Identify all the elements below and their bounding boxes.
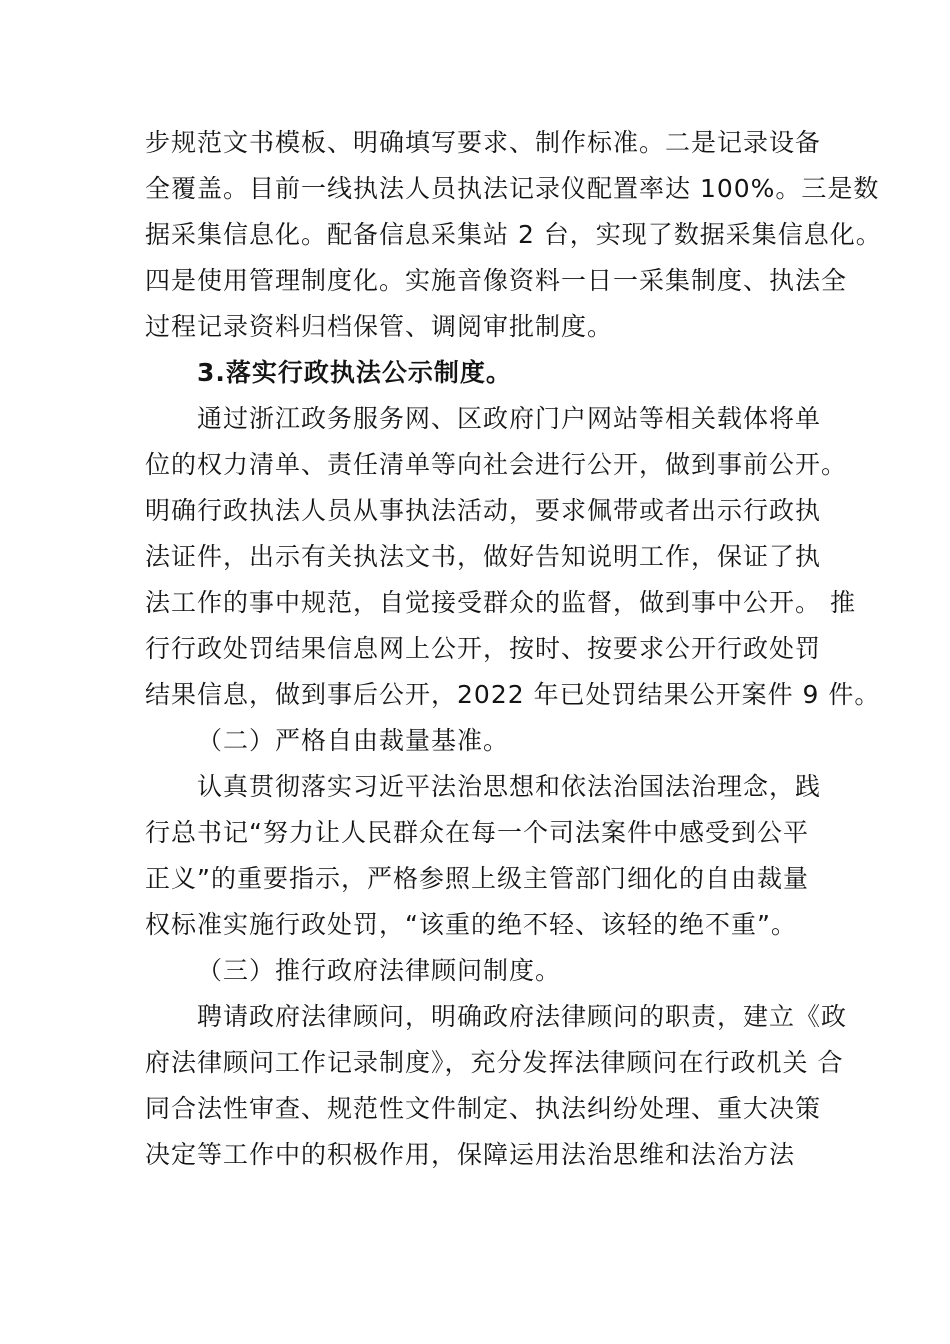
paragraph-line: 行行政处罚结果信息网上公开，按时、按要求公开行政处罚 [145, 634, 822, 663]
paragraph-line: 步规范文书模板、明确填写要求、制作标准。二是记录设备 [145, 128, 822, 157]
paragraph-line: 法证件，出示有关执法文书，做好告知说明工作，保证了执 [145, 542, 822, 571]
section-heading: （三）推行政府法律顾问制度。 [197, 956, 562, 985]
paragraph-line: 决定等工作中的积极作用，保障运用法治思维和法治方法 [145, 1140, 796, 1169]
paragraph-line: 权标准实施行政处罚，“该重的绝不轻、该轻的绝不重”。 [145, 910, 797, 939]
paragraph-line: 认真贯彻落实习近平法治思想和依法治国法治理念，践 [197, 772, 822, 801]
paragraph-line: 同合法性审查、规范性文件制定、执法纠纷处理、重大决策 [145, 1094, 822, 1123]
paragraph-line: 法工作的事中规范，自觉接受群众的监督，做到事中公开。 推 [145, 588, 856, 617]
paragraph-line: 全覆盖。目前一线执法人员执法记录仪配置率达 100%。三是数 [145, 174, 880, 203]
paragraph-line: 明确行政执法人员从事执法活动，要求佩带或者出示行政执 [145, 496, 822, 525]
paragraph-line: 府法律顾问工作记录制度》，充分发挥法律顾问在行政机关 合 [145, 1048, 844, 1077]
paragraph-line: 位的权力清单、责任清单等向社会进行公开，做到事前公开。 [145, 450, 848, 479]
paragraph-line: 据采集信息化。配备信息采集站 2 台，实现了数据采集信息化。 [145, 220, 882, 249]
paragraph-line: 结果信息，做到事后公开，2022 年已处罚结果公开案件 9 件。 [145, 680, 881, 709]
paragraph-line: 行总书记“努力让人民群众在每一个司法案件中感受到公平 [145, 818, 809, 847]
paragraph-line: 四是使用管理制度化。实施音像资料一日一采集制度、执法全 [145, 266, 848, 295]
paragraph-line: 通过浙江政务服务网、区政府门户网站等相关载体将单 [197, 404, 822, 433]
paragraph-line: 过程记录资料归档保管、调阅审批制度。 [145, 312, 614, 341]
paragraph-line: 正义”的重要指示，严格参照上级主管部门细化的自由裁量 [145, 864, 809, 893]
paragraph-line: 聘请政府法律顾问，明确政府法律顾问的职责，建立《政 [197, 1002, 848, 1031]
section-heading: 3.落实行政执法公示制度。 [197, 358, 512, 387]
section-heading: （二）严格自由裁量基准。 [197, 726, 510, 755]
